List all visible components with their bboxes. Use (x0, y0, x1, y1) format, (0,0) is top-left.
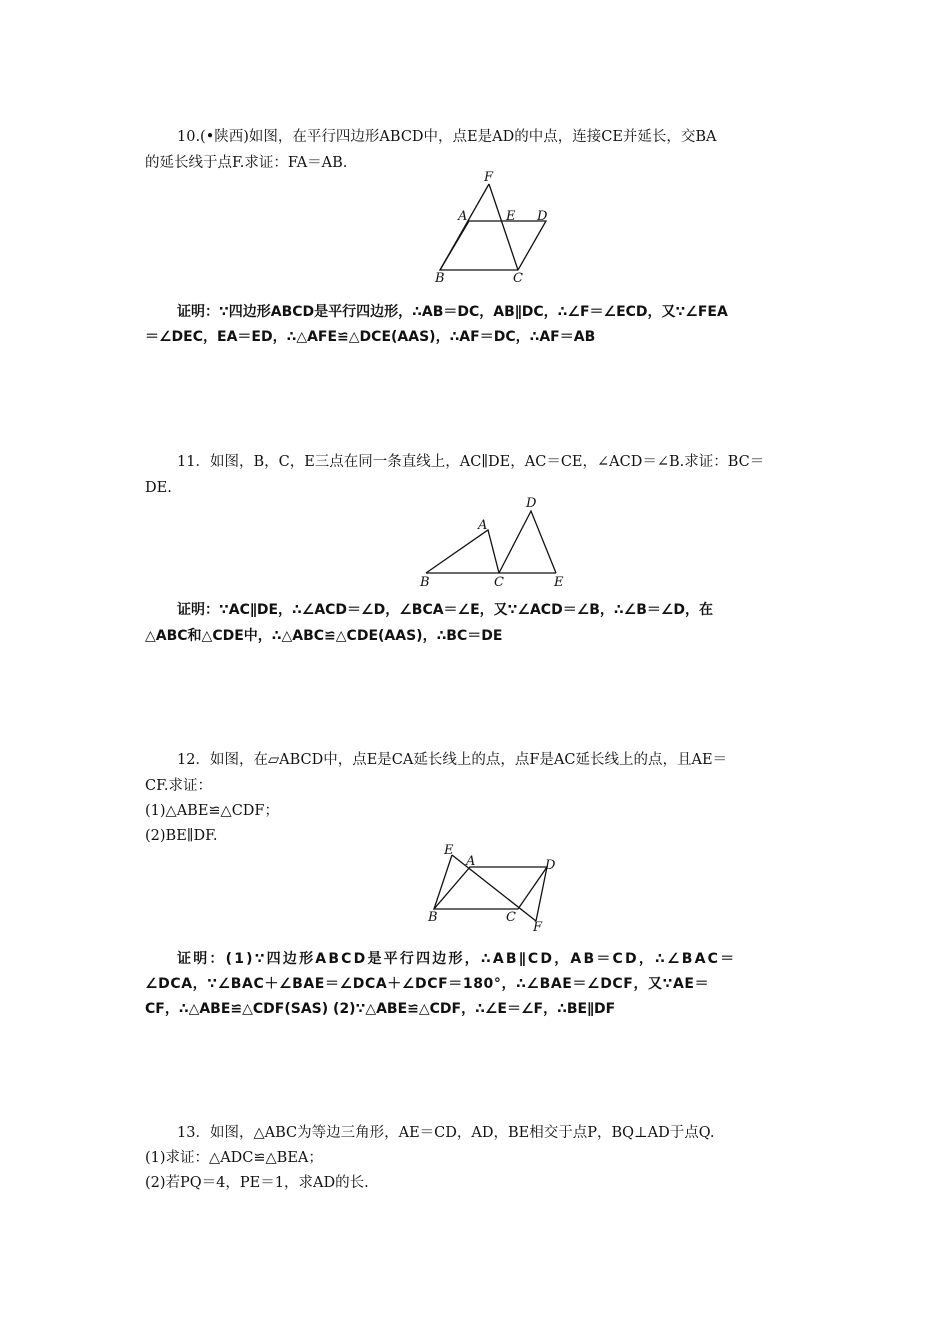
problem-12-solution-line-3: CF，∴△ABE≌△CDF(SAS) (2)∵△ABE≌△CDF，∴∠E＝∠F，∴BE∥DF (145, 1001, 616, 1017)
problem-10-solution-line-1: 证明：∵四边形ABCD是平行四边形，∴AB＝DC，AB∥DC，∴∠F＝∠ECD，又∵∠FEA (177, 304, 728, 320)
label-b: B (435, 271, 445, 286)
problem-13-question-line-1: 13．如图，△ABC为等边三角形，AE＝CD，AD，BE相交于点P，BQ⊥AD于点Q. (177, 1125, 715, 1141)
problem-12-solution-line-1: 证明：(1)∵四边形ABCD是平行四边形，∴AB∥CD，AB＝CD，∴∠BAC＝ (177, 951, 737, 967)
segment-fc (489, 184, 518, 270)
parallelogram-abcd (434, 867, 547, 909)
label-d: D (526, 496, 537, 511)
segment-fb (440, 184, 489, 270)
label-c: C (513, 271, 523, 286)
label-c: C (494, 575, 504, 590)
problem-11-solution-line-1: 证明：∵AC∥DE，∴∠ACD＝∠D，∠BCA＝∠E，又∵∠ACD＝∠B，∴∠B＝∠D，在 (177, 602, 714, 618)
label-f: F (484, 170, 494, 185)
problem-11-question-line-2: DE. (145, 480, 172, 496)
label-c: C (506, 910, 516, 925)
segment-ef (452, 855, 536, 921)
triangle-cde (499, 511, 556, 573)
problem-13-sub-question-2: (2)若PQ＝4，PE＝1，求AD的长. (145, 1175, 369, 1191)
label-e: E (554, 575, 564, 590)
label-f: F (533, 920, 543, 935)
label-e: E (444, 843, 454, 858)
problem-13-sub-question-1: (1)求证：△ADC≌△BEA； (145, 1150, 323, 1166)
parallelogram-abcd (440, 221, 546, 270)
problem-12-solution-line-2: ∠DCA，∵∠BAC＋∠BAE＝∠DCA＋∠DCF＝180°，∴∠BAE＝∠DCF，又∵AE＝ (145, 976, 710, 992)
label-a: A (458, 209, 468, 224)
label-e: E (506, 209, 516, 224)
problem-12-question-line-2: CF.求证： (145, 778, 213, 794)
problem-11-question-line-1: 11．如图，B，C，E三点在同一条直线上，AC∥DE，AC＝CE，∠ACD＝∠B.求证：BC＝ (177, 454, 765, 470)
label-b: B (428, 910, 438, 925)
label-a: A (478, 518, 488, 533)
label-d: D (537, 209, 548, 224)
segment-be (434, 855, 452, 909)
problem-10-question-line-1: 10.(•陕西)如图，在平行四边形ABCD中，点E是AD的中点，连接CE并延长，交BA (177, 129, 717, 145)
label-d: D (545, 858, 556, 873)
problem-11-figure (416, 494, 576, 590)
problem-11-solution-line-2: △ABC和△CDE中，∴△ABC≌△CDE(AAS)，∴BC＝DE (145, 628, 503, 644)
problem-10-question-line-2: 的延长线于点F.求证：FA＝AB. (145, 155, 348, 171)
problem-10-solution-line-2: ＝∠DEC，EA＝ED，∴△AFE≌△DCE(AAS)，∴AF＝DC，∴AF＝AB (145, 329, 596, 345)
problem-10-figure (430, 168, 560, 284)
problem-12-figure (424, 842, 564, 934)
triangle-abc (426, 530, 499, 573)
problem-12-sub-question-1: (1)△ABE≌△CDF； (145, 803, 279, 819)
label-a: A (466, 854, 476, 869)
problem-12-question-line-1: 12．如图，在▱ABCD中，点E是CA延长线上的点，点F是AC延长线上的点，且AE＝ (177, 752, 728, 768)
label-b: B (420, 575, 430, 590)
problem-12-sub-question-2: (2)BE∥DF. (145, 828, 218, 844)
